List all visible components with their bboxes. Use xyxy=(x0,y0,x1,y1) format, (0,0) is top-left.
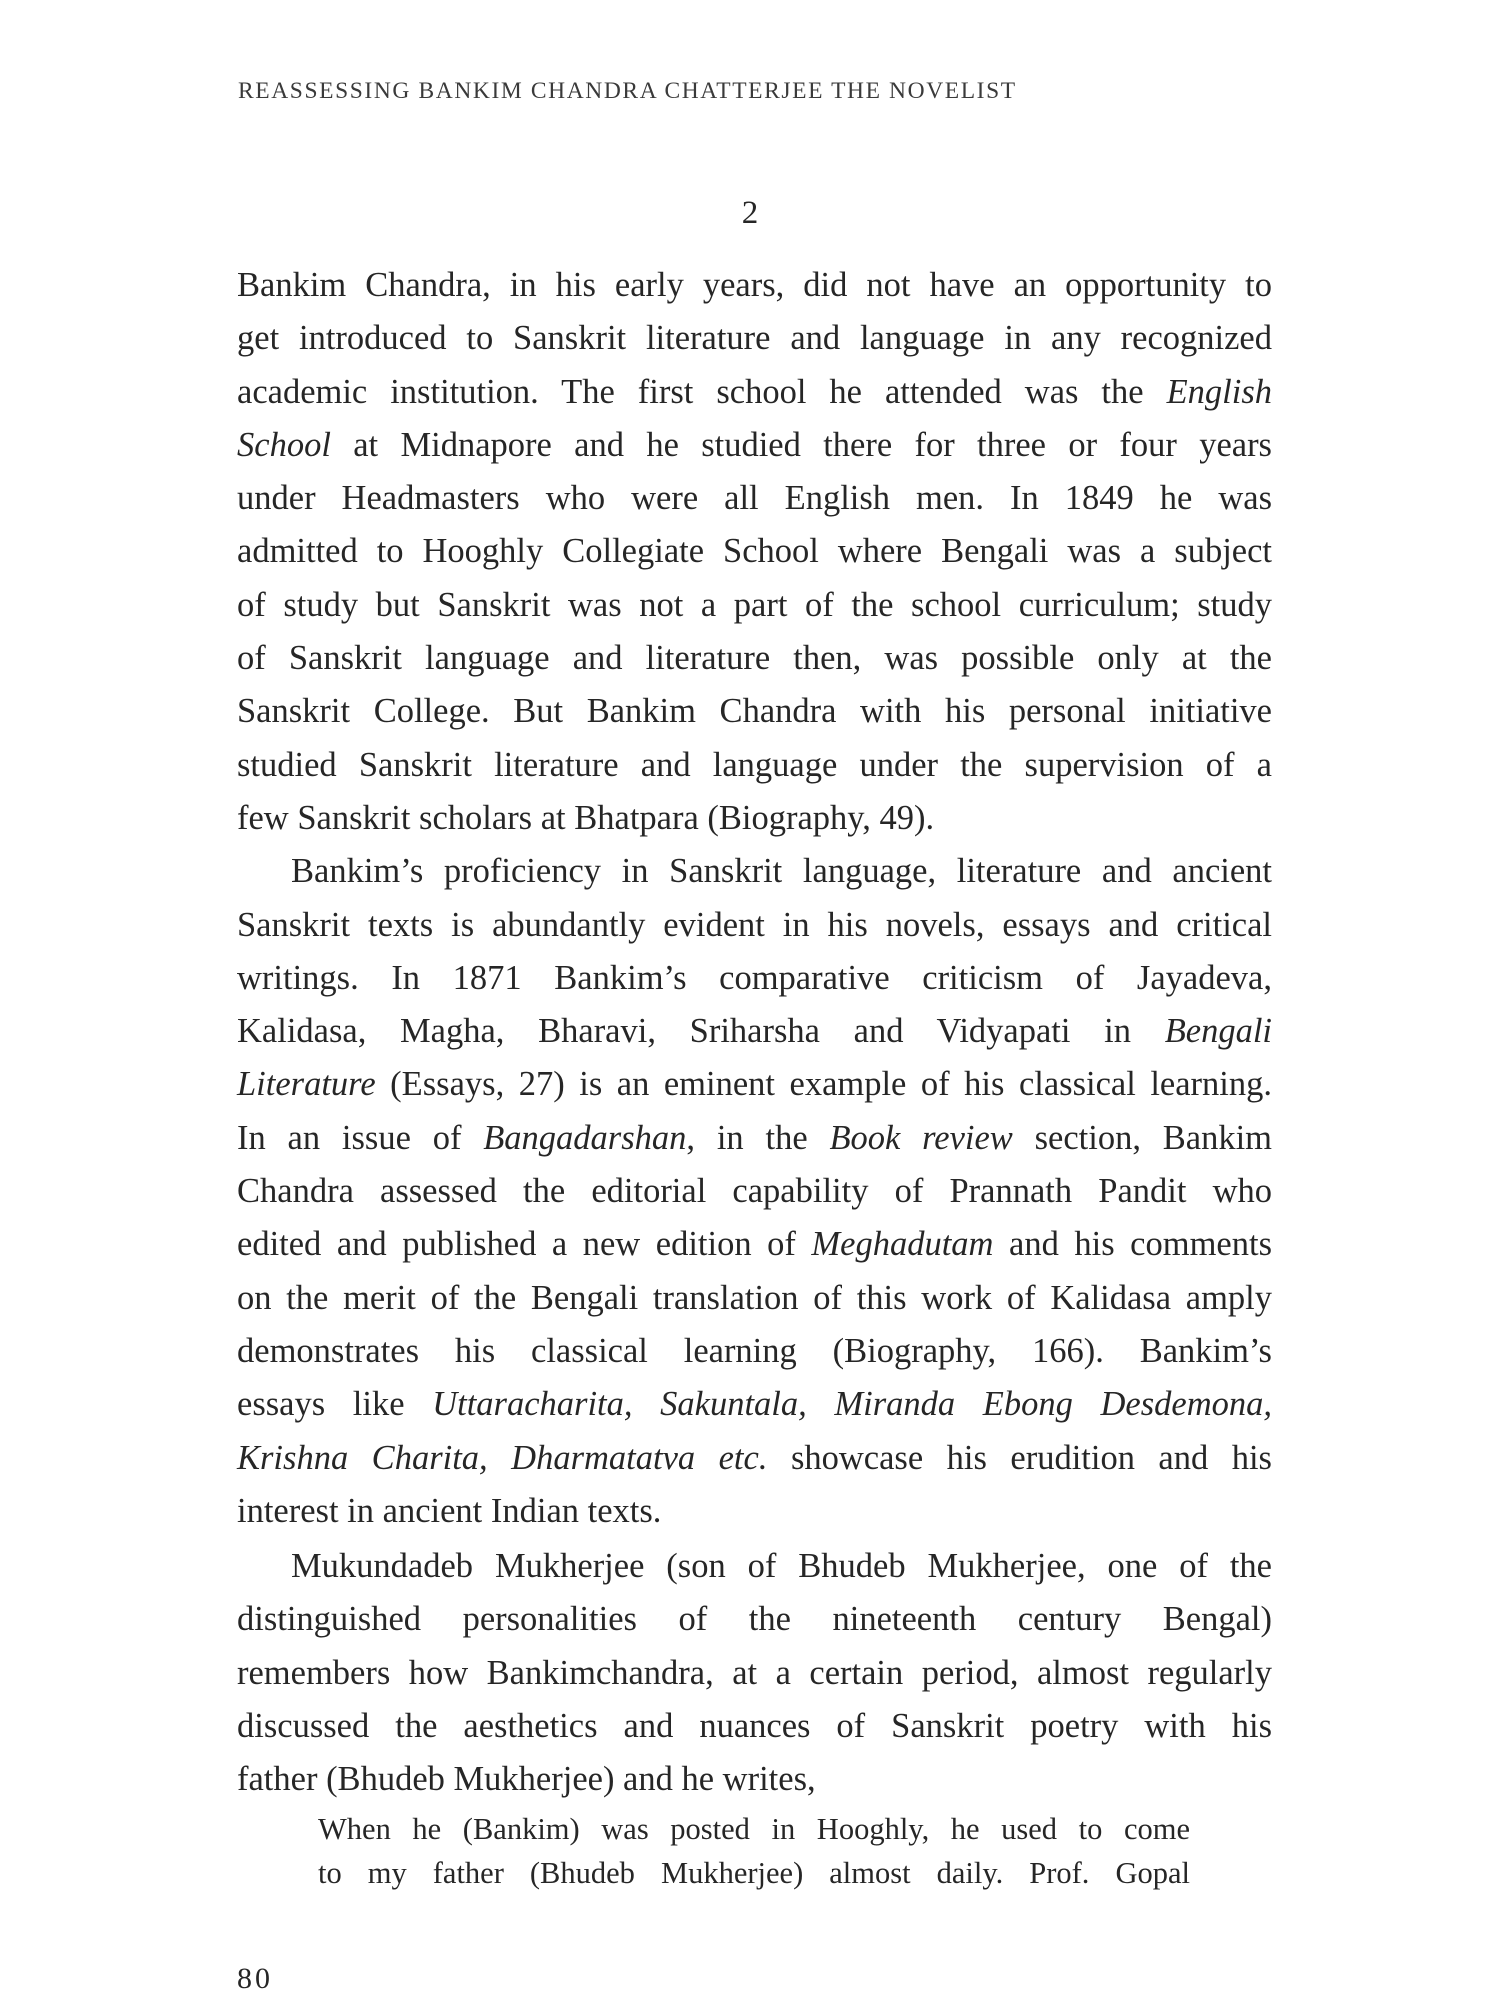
text-line: essays like Uttaracharita, Sakuntala, Miranda Ebong Desdemona, xyxy=(237,1385,1273,1424)
text-line: Sanskrit College. But Bankim Chandra with his personal initiative xyxy=(237,692,1272,731)
italic-title: Krishna Charita, Dharmatatva etc. xyxy=(237,1438,768,1477)
paragraph-2 xyxy=(237,845,1272,1538)
text-line: discussed the aesthetics and nuances of Sanskrit poetry with his xyxy=(237,1707,1272,1746)
text-line: demonstrates his classical learning (Biography, 166). Bankim’s xyxy=(237,1331,1272,1370)
body-text xyxy=(237,259,1272,1807)
italic-title: Meghadutam xyxy=(811,1225,994,1264)
paragraph-3 xyxy=(237,1540,1272,1806)
block-quote xyxy=(318,1807,1190,1895)
text-line: academic institution. The first school he attended was the English xyxy=(237,372,1272,411)
quote-line: to my father (Bhudeb Mukherjee) almost daily. Prof. Gopal xyxy=(318,1856,1190,1890)
text-line: edited and published a new edition of Meghadutam and his comments xyxy=(237,1225,1272,1264)
italic-title: School xyxy=(237,425,331,464)
text-line: Literature (Essays, 27) is an eminent example of his classical learning. xyxy=(237,1065,1272,1104)
text-line: father (Bhudeb Mukherjee) and he writes, xyxy=(237,1760,816,1799)
text-line: Mukundadeb Mukherjee (son of Bhudeb Mukherjee, one of the xyxy=(291,1547,1272,1586)
text-line: Kalidasa, Magha, Bharavi, Sriharsha and Vidyapati in Bengali xyxy=(237,1012,1272,1051)
italic-title: Bengali xyxy=(1164,1012,1272,1051)
text-line: under Headmasters who were all English men. In 1849 he was xyxy=(237,479,1272,518)
text-line: In an issue of Bangadarshan, in the Book review section, Bankim xyxy=(237,1118,1273,1157)
italic-title: Uttaracharita, Sakuntala, Miranda Ebong Desdemona, xyxy=(432,1385,1273,1424)
text-line: writings. In 1871 Bankim’s comparative criticism of Jayadeva, xyxy=(237,958,1272,997)
text-line: get introduced to Sanskrit literature and language in any recognized xyxy=(237,319,1272,358)
quote-line: When he (Bankim) was posted in Hooghly, he used to come xyxy=(318,1812,1190,1846)
text-line: remembers how Bankimchandra, at a certain period, almost regularly xyxy=(237,1653,1272,1692)
text-line: School at Midnapore and he studied there for three or four years xyxy=(237,425,1272,464)
text-line: Chandra assessed the editorial capability of Prannath Pandit who xyxy=(237,1172,1272,1211)
text-line: interest in ancient Indian texts. xyxy=(237,1491,662,1530)
text-line: Bankim’s proficiency in Sanskrit language, literature and ancient xyxy=(291,852,1272,891)
italic-title: Literature xyxy=(237,1065,376,1104)
text-line: Krishna Charita, Dharmatatva etc. showcase his erudition and his xyxy=(237,1438,1272,1477)
text-line: studied Sanskrit literature and language under the supervision of a xyxy=(237,745,1272,784)
text-line: distinguished personalities of the nineteenth century Bengal) xyxy=(237,1600,1272,1639)
text-line: few Sanskrit scholars at Bhatpara (Biography, 49). xyxy=(237,798,935,837)
running-head: REASSESSING BANKIM CHANDRA CHATTERJEE THE NOVELIST xyxy=(238,78,1017,104)
text-line: Sanskrit texts is abundantly evident in his novels, essays and critical xyxy=(237,905,1272,944)
text-line: of Sanskrit language and literature then, was possible only at the xyxy=(237,639,1272,678)
text-line: of study but Sanskrit was not a part of the school curriculum; study xyxy=(237,585,1272,624)
italic-title: English xyxy=(1166,372,1272,411)
chapter-number: 2 xyxy=(741,195,759,231)
text-line: on the merit of the Bengali translation of this work of Kalidasa amply xyxy=(237,1278,1272,1317)
text-line: Bankim Chandra, in his early years, did not have an opportunity to xyxy=(237,266,1272,304)
text-line: admitted to Hooghly Collegiate School where Bengali was a subject xyxy=(237,532,1272,571)
page-number: 80 xyxy=(237,1962,273,1995)
italic-title: Book review xyxy=(829,1118,1013,1157)
italic-title: Bangadarshan xyxy=(483,1118,687,1157)
paragraph-1 xyxy=(237,259,1272,845)
